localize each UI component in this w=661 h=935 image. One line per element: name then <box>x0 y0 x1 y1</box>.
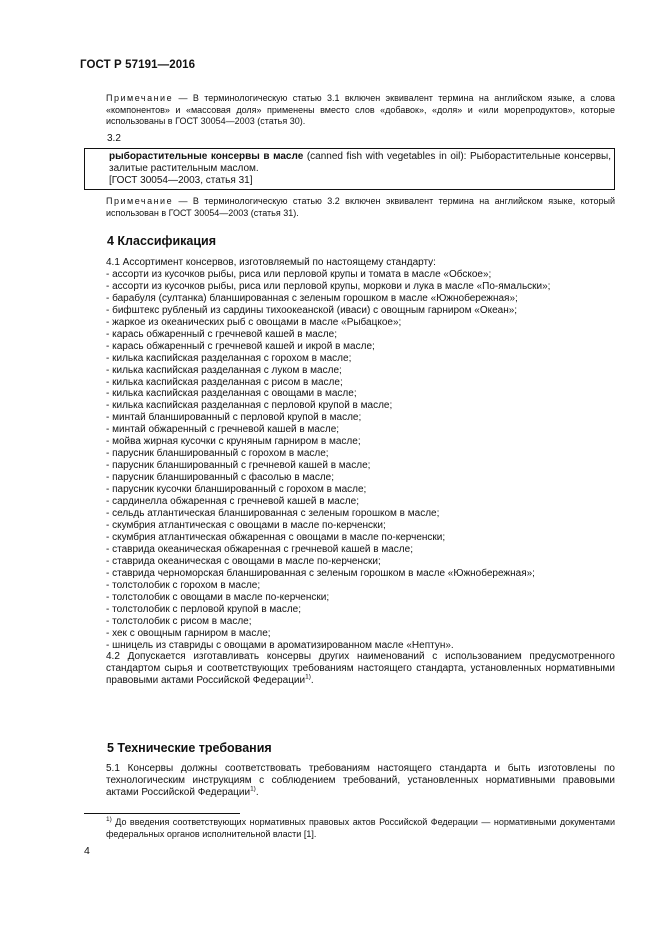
list-item: - парусник кусочки бланшированный с горохом в масле; <box>106 484 367 496</box>
paragraph-5-1 <box>84 763 615 799</box>
list-item: - килька каспийская разделанная с перловой крупой в масле; <box>106 400 393 412</box>
list-item: - минтай бланшированный с перловой крупой в масле; <box>106 412 362 424</box>
list-item: - килька каспийская разделанная с овощами в масле; <box>106 388 357 400</box>
document-code: ГОСТ Р 57191—2016 <box>80 59 196 71</box>
list-item: - ассорти из кусочков рыбы, риса или перловой крупы, моркови и лука в масле «По-ямальски»; <box>106 280 551 292</box>
list-item: - бифштекс рубленый из сардины тихоокеанской (иваси) с овощным гарниром «Океан»; <box>106 304 518 316</box>
list-item: - скумбрия атлантическая с овощами в масле по-керченски; <box>106 519 386 531</box>
list-item: - скумбрия атлантическая обжаренная с овощами в масле по-керченски; <box>106 531 446 543</box>
paragraph-4-2 <box>84 651 615 687</box>
note-label: Примечание <box>106 196 174 206</box>
list-item: - толстолобик с горохом в масле; <box>106 579 261 591</box>
list-item: - сельдь атлантическая бланшированная с зеленым горошком в масле; <box>106 508 440 520</box>
list-item: - хек с овощным гарниром в масле; <box>106 627 271 639</box>
footnote-marker: 1) <box>106 816 112 823</box>
list-item: - ставрида черноморская бланшированная с зеленым горошком в масле «Южнобережная»; <box>106 567 535 579</box>
term-name: рыборастительные консервы в масле <box>109 151 304 162</box>
list-item: - парусник бланшированный с гречневой кашей в масле; <box>106 460 371 472</box>
list-item: - карась обжаренный с гречневой кашей и икрой в масле; <box>106 340 375 352</box>
footnote-ref[interactable]: 1) <box>250 785 256 793</box>
assortment-list <box>84 257 615 687</box>
list-item: - барабуля (султанка) бланшированная с зеленым горошком в масле «Южнобережная»; <box>106 292 518 304</box>
note-3-2 <box>84 196 615 219</box>
term-definition-box <box>84 148 615 190</box>
term-reference: [ГОСТ 30054—2003, статья 31] <box>109 175 253 187</box>
list-item: - шницель из ставриды с овощами в ароматизированном масле «Нептун». <box>106 639 454 651</box>
note-text: — В терминологическую статью 3.1 включен эквивалент термина на английском языке, а слова «компонентов» и «массовая доля» применены вместо слов «добавок», «доля» и «или морепродуктов», которые использованы в ГОСТ 30054—2003 (статья 30). <box>106 93 615 126</box>
list-item: - минтай обжаренный с гречневой кашей в масле; <box>106 424 340 436</box>
term-number: 3.2 <box>107 133 121 144</box>
list-item: - мойва жирная кусочки с круняным гарниром в масле; <box>106 436 361 448</box>
list-item: - парусник бланшированный с фасолью в масле; <box>106 472 335 484</box>
footnote <box>84 817 615 840</box>
list-item: - ставрида океаническая с овощами в масле по-керченски; <box>106 555 381 567</box>
note-label: Примечание <box>106 93 174 103</box>
section-4-heading: 4 Классификация <box>107 234 217 248</box>
list-item: - толстолобик с перловой крупой в масле; <box>106 603 302 615</box>
paragraph-end: . <box>310 675 314 687</box>
list-item: - сардинелла обжаренная с гречневой кашей в масле; <box>106 496 359 508</box>
term-definition: (canned fish with vegetables in oil): Рыборастительные консервы, залитые растительным маслом. <box>109 151 611 175</box>
list-item: - килька каспийская разделанная с горохом в масле; <box>106 352 352 364</box>
list-item: - парусник бланшированный с горохом в масле; <box>106 448 329 460</box>
list-item: - жаркое из океанических рыб с овощами в масле «Рыбацкое»; <box>106 316 402 328</box>
list-item: - толстолобик с овощами в масле по-керченски; <box>106 591 330 603</box>
note-text: — В терминологическую статью 3.2 включен эквивалент термина на английском языке, который использован в ГОСТ 30054—2003 (статья 31). <box>106 196 615 218</box>
footnote-divider <box>84 813 240 814</box>
footnote-text: До введения соответствующих нормативных правовых актов Российской Федерации — нормативными документами федеральных органов исполнительной власти [1]. <box>106 817 615 839</box>
paragraph-text: 5.1 Консервы должны соответствовать требованиям настоящего стандарта и быть изготовлены по технологическим инструкциям с соблюдением требований, установленных нормативными правовыми актами Российской Федерации <box>106 763 615 798</box>
list-item: - карась обжаренный с гречневой кашей в масле; <box>106 328 337 340</box>
list-item: - килька каспийская разделанная с рисом в масле; <box>106 376 343 388</box>
list-item: - ассорти из кусочков рыбы, риса или перловой крупы и томата в масле «Обское»; <box>106 268 492 280</box>
list-item: - толстолобик с рисом в масле; <box>106 615 252 627</box>
note-3-1 <box>84 93 615 128</box>
list-intro: 4.1 Ассортимент консервов, изготовляемый по настоящему стандарту: <box>106 257 436 268</box>
page-number: 4 <box>84 845 90 857</box>
list-item: - килька каспийская разделанная с луком в масле; <box>106 364 342 376</box>
list-item: - ставрида океаническая обжаренная с гречневой кашей в масле; <box>106 543 413 555</box>
paragraph-end: . <box>255 787 259 798</box>
paragraph-text: 4.2 Допускается изготавливать консервы других наименований с использованием предусмотренного стандартом сырья и соответствующих требованиям настоящего стандарта, установленных нормативными правовыми актами Российской Федерации <box>106 651 615 687</box>
footnote-ref[interactable]: 1) <box>305 674 311 682</box>
section-5-heading: 5 Технические требования <box>107 741 272 755</box>
